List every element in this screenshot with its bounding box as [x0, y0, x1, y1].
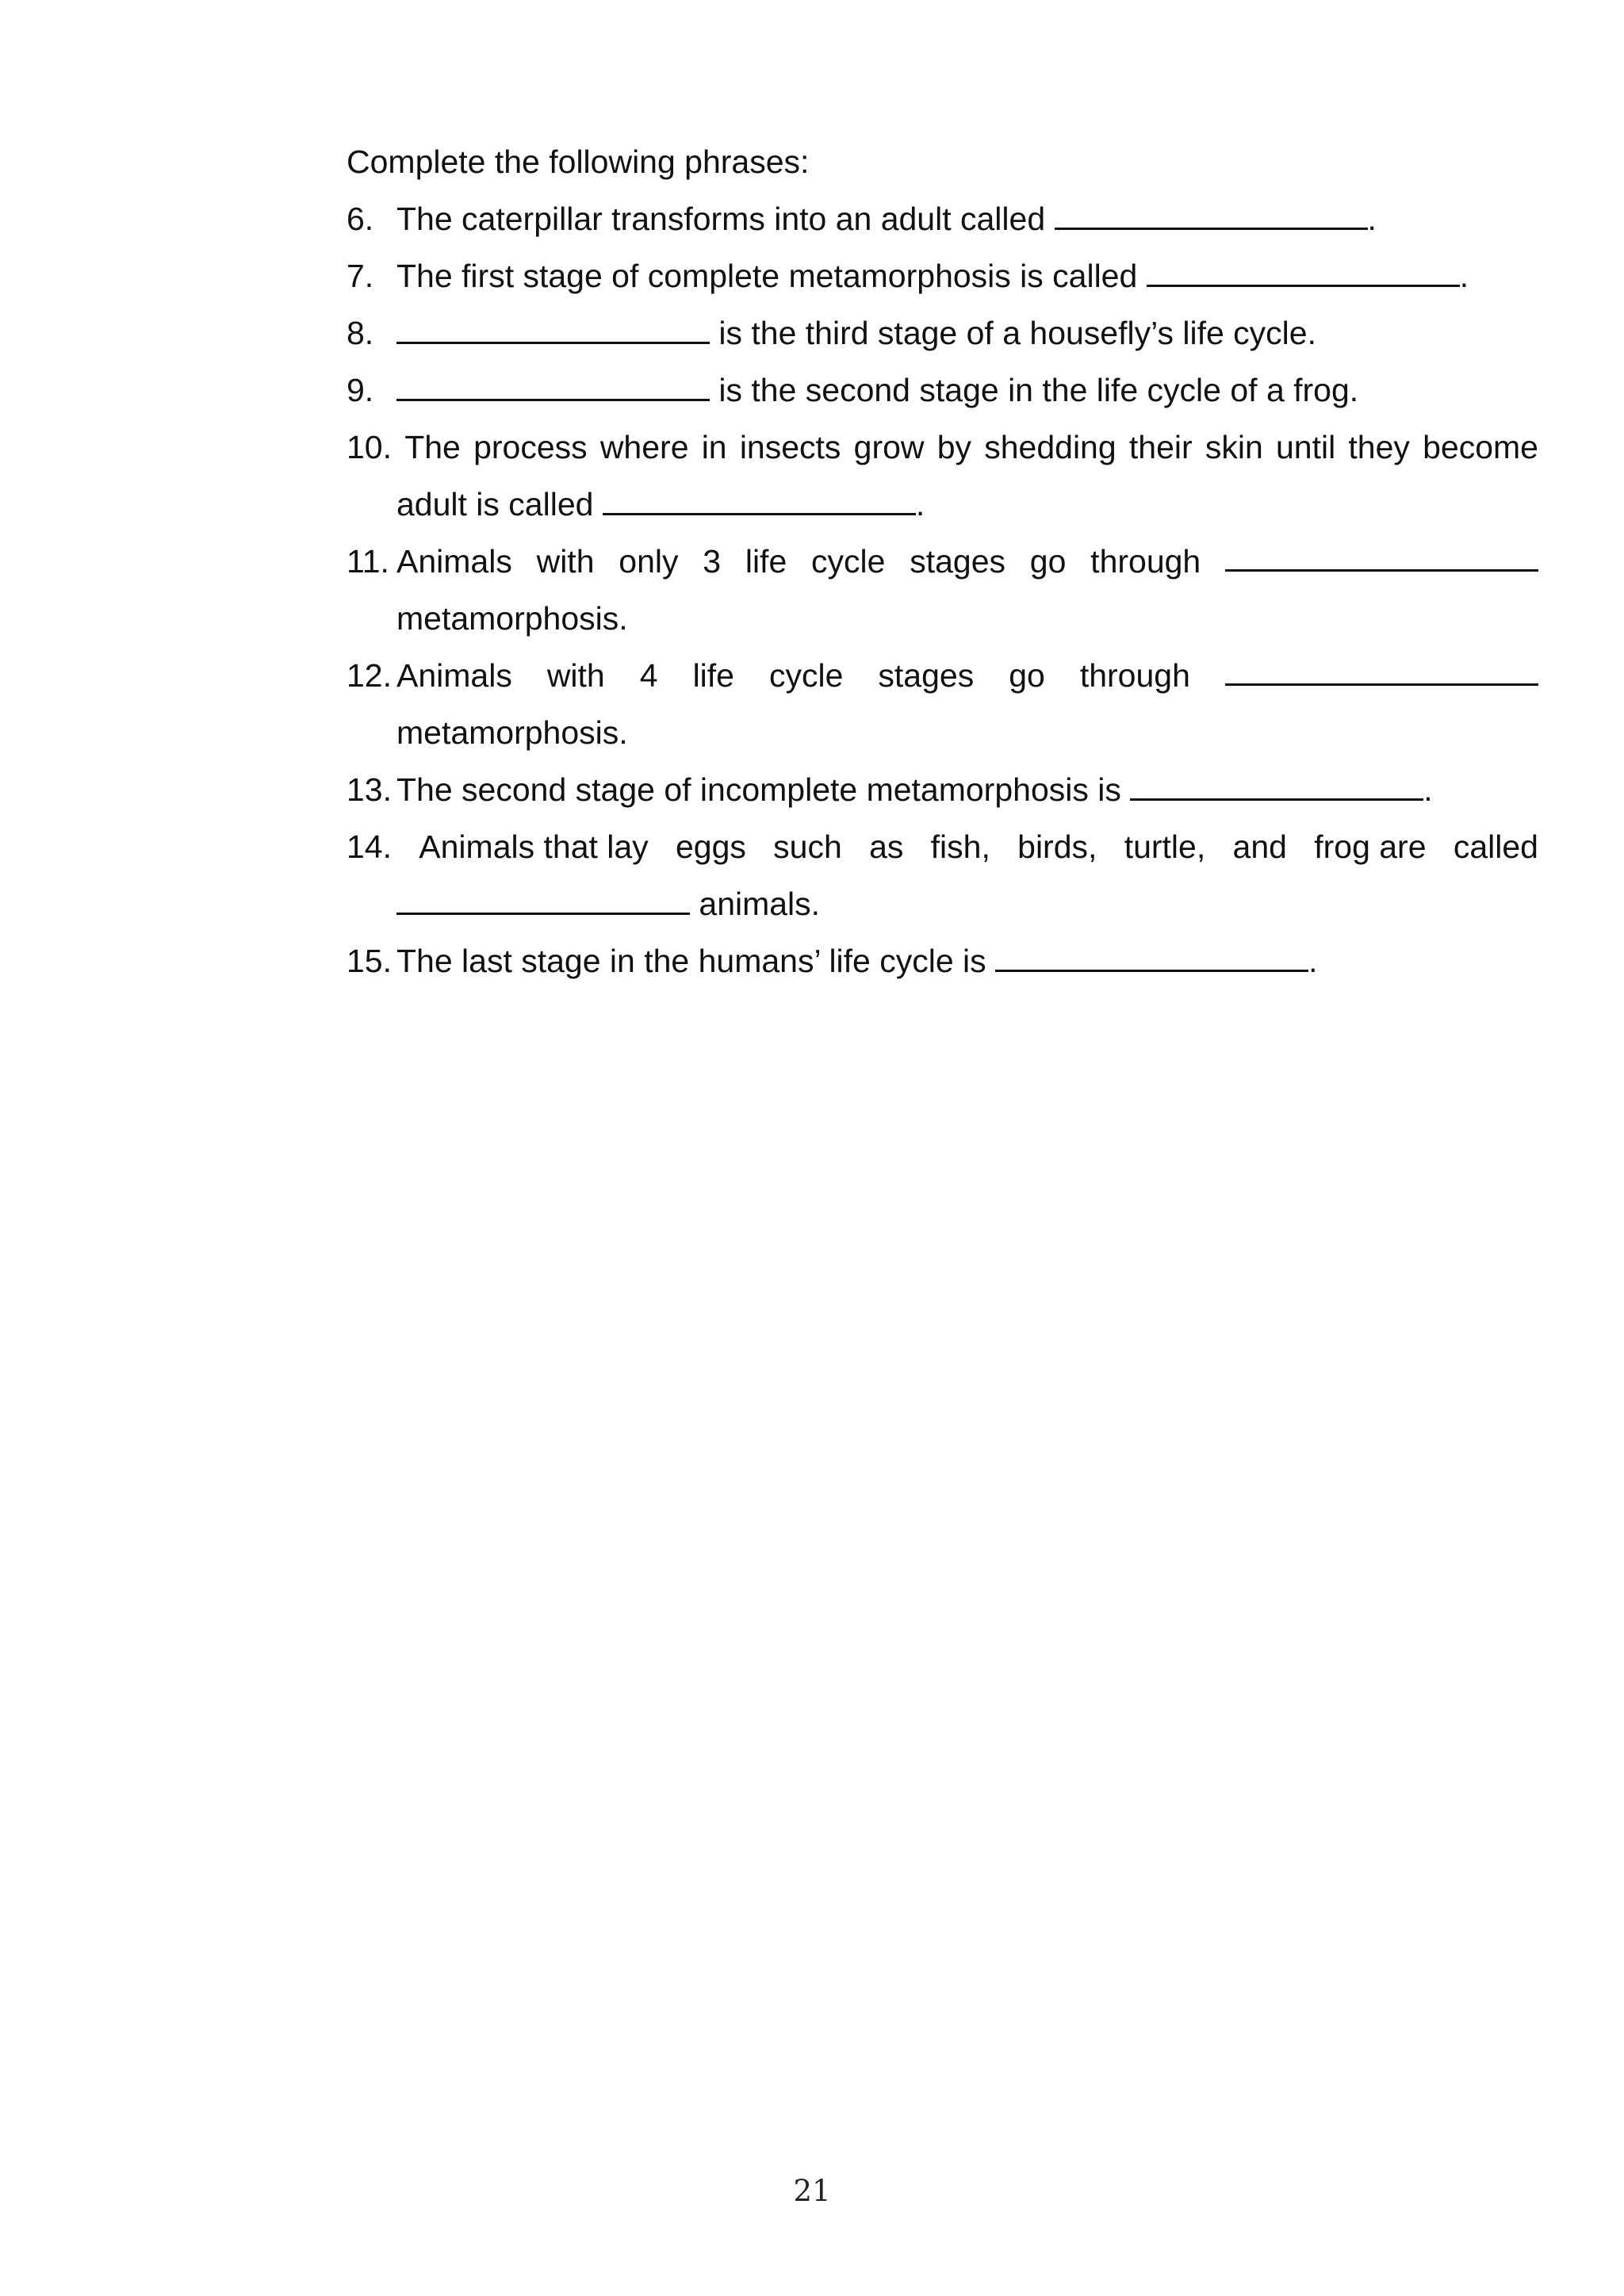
question-number: 12. — [347, 657, 392, 694]
question-10 — [347, 419, 1538, 533]
word: birds, — [1017, 828, 1097, 865]
answer-blank[interactable] — [1225, 647, 1538, 686]
word: with — [546, 657, 605, 694]
question-text: The second stage of incomplete metamorphosis is — [396, 771, 1131, 808]
question-number: 13. — [347, 771, 392, 808]
question-12 — [347, 647, 1538, 761]
answer-blank[interactable] — [396, 362, 710, 401]
word: 4 — [639, 657, 658, 694]
question-14 — [347, 818, 1538, 932]
question-text: The first stage of complete metamorphosis is called — [396, 258, 1147, 294]
word: turtle, — [1124, 828, 1206, 865]
word: where — [599, 429, 689, 465]
word: they — [1348, 429, 1410, 465]
answer-blank[interactable] — [995, 933, 1308, 972]
word: go — [1009, 657, 1045, 694]
answer-blank[interactable] — [396, 305, 710, 344]
question-10-line-2 — [347, 476, 1538, 533]
question-6 — [347, 190, 1538, 247]
word: grow — [853, 429, 925, 465]
question-text: is the third stage of a housefly’s life cycle. — [710, 315, 1316, 351]
question-text-end: . — [915, 486, 925, 522]
question-14-line-2 — [347, 875, 1538, 932]
question-text: The last stage in the humans’ life cycle is — [396, 943, 996, 979]
answer-blank[interactable] — [396, 876, 690, 915]
word: and — [1232, 828, 1287, 865]
question-text-end: . — [1308, 943, 1318, 979]
worksheet-content — [347, 133, 1538, 989]
question-text: is the second stage in the life cycle of a frog. — [710, 372, 1359, 408]
word: life — [745, 543, 787, 580]
question-8 — [347, 304, 1538, 362]
question-12-line-2: metamorphosis. — [396, 714, 628, 751]
question-text: The caterpillar transforms into an adult called — [396, 201, 1055, 237]
word: with — [536, 543, 595, 580]
word: fish, — [930, 828, 990, 865]
word: stages — [878, 657, 975, 694]
question-15 — [347, 932, 1538, 989]
word: Animals that lay — [419, 828, 649, 865]
word: become — [1423, 429, 1538, 465]
word: shedding — [984, 429, 1116, 465]
question-number: 14. — [347, 828, 392, 865]
answer-blank[interactable] — [603, 476, 916, 515]
word: go — [1029, 543, 1067, 580]
word: eggs — [675, 828, 746, 865]
answer-blank[interactable] — [1225, 533, 1538, 572]
question-11-line-2: metamorphosis. — [396, 600, 628, 637]
question-7 — [347, 247, 1538, 304]
question-text-end: . — [1423, 771, 1433, 808]
answer-blank[interactable] — [1055, 191, 1368, 230]
word: as — [869, 828, 904, 865]
word: Animals — [396, 543, 512, 580]
question-number: 11. — [347, 543, 389, 580]
word: The — [404, 429, 461, 465]
word: cycle — [768, 657, 844, 694]
word: process — [473, 429, 588, 465]
question-text: animals. — [690, 886, 821, 922]
answer-blank[interactable] — [1130, 762, 1423, 801]
question-text-end: . — [1367, 201, 1377, 237]
question-number: 9. — [347, 372, 374, 408]
question-14-line-1 — [347, 818, 1538, 875]
word: through — [1079, 657, 1190, 694]
word: Animals — [396, 657, 512, 694]
question-11 — [347, 533, 1538, 647]
word: cycle — [811, 543, 886, 580]
question-13 — [347, 761, 1538, 818]
question-number: 8. — [347, 315, 374, 351]
word: insects — [739, 429, 841, 465]
word: skin — [1205, 429, 1263, 465]
word: their — [1128, 429, 1193, 465]
answer-blank[interactable] — [1147, 248, 1460, 287]
word: through — [1090, 543, 1201, 580]
word: frog are — [1314, 828, 1427, 865]
word: only — [619, 543, 679, 580]
question-number: 7. — [347, 258, 374, 294]
question-number: 15. — [347, 943, 392, 979]
question-text-end: . — [1459, 258, 1469, 294]
question-9 — [347, 362, 1538, 419]
word: stages — [910, 543, 1006, 580]
instructions-heading: Complete the following phrases: — [347, 144, 810, 180]
question-number: 6. — [347, 201, 374, 237]
question-text: adult is called — [396, 486, 603, 522]
word: such — [773, 828, 842, 865]
word: in — [701, 429, 727, 465]
word: by — [936, 429, 972, 465]
word: 3 — [703, 543, 722, 580]
question-10-line-1 — [347, 419, 1538, 476]
question-11-line-1 — [347, 533, 1538, 590]
word: life — [692, 657, 734, 694]
word: until — [1275, 429, 1336, 465]
word: called — [1453, 828, 1538, 865]
question-number: 10. — [347, 429, 392, 465]
question-12-line-1 — [347, 647, 1538, 704]
page-number: 21 — [793, 2174, 831, 2208]
